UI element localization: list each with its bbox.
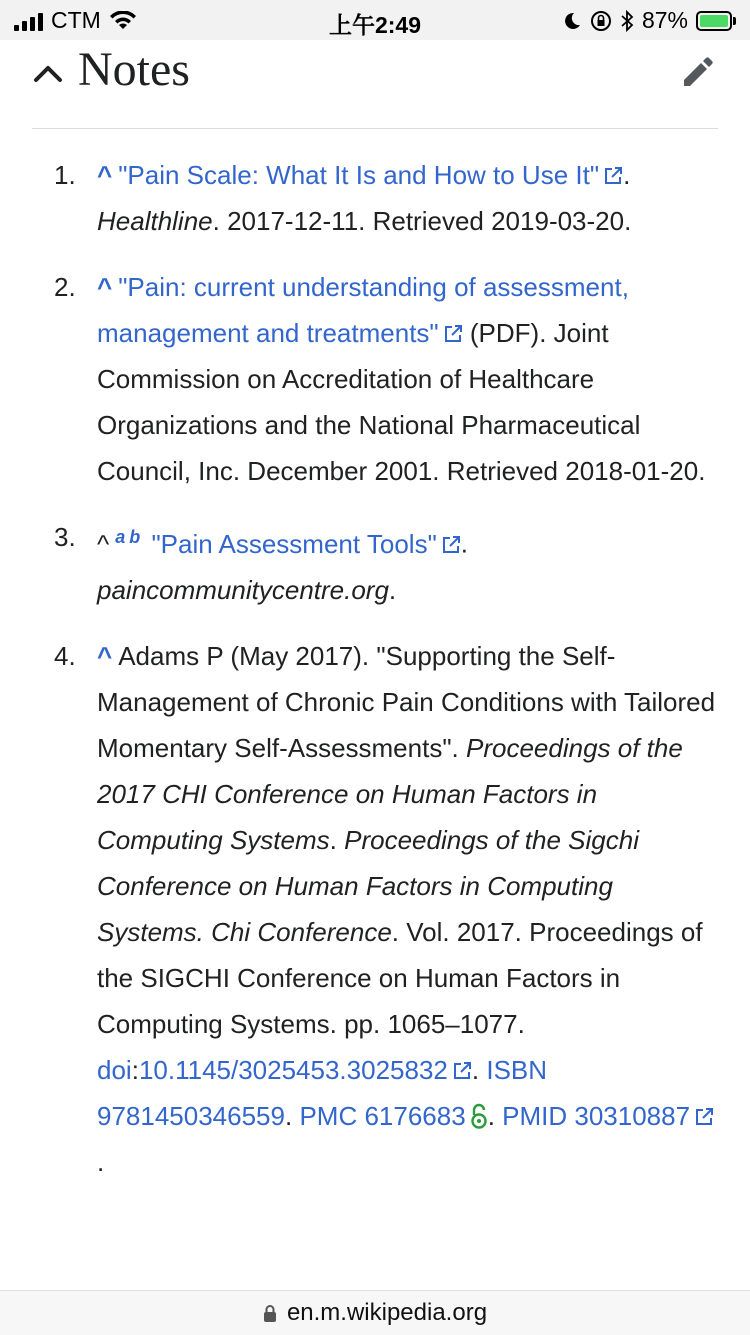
list-item: [0, 264, 750, 494]
pmid-value: PMID 30310887: [502, 1100, 691, 1131]
carrier-label: CTM: [51, 7, 101, 33]
backref-a-link[interactable]: a: [115, 527, 126, 547]
punctuation: .: [284, 1100, 293, 1131]
list-item: [0, 514, 750, 613]
doi-separator: :: [131, 1054, 139, 1085]
list-item: [0, 152, 750, 244]
citation-details: . Vol. 2017. Proceedings of the SIGCHI Conference on Human Factors in Computing Systems. pp. 1065–1077.: [97, 916, 703, 1039]
note-number: 3.: [54, 522, 76, 552]
citation-title: "Pain Scale: What It Is and How to Use It": [118, 160, 600, 190]
citation-link[interactable]: [118, 160, 623, 190]
citation-title: "Pain: current understanding of assessment, management and treatments": [97, 272, 629, 348]
lock-icon: [263, 1304, 277, 1322]
external-link-icon: [603, 166, 623, 186]
moon-icon: [562, 11, 582, 31]
pencil-icon[interactable]: [678, 52, 718, 92]
clock: 上午2:49: [328, 12, 422, 38]
battery-icon: [696, 11, 736, 31]
battery-percent: 87%: [641, 7, 688, 33]
external-link-icon: [452, 1061, 472, 1081]
notes-list: [0, 152, 750, 1205]
external-link-icon: [441, 535, 461, 555]
backref-link[interactable]: ^: [97, 640, 113, 671]
isbn-link[interactable]: ISBN 9781450346559: [97, 1054, 548, 1131]
pmc-value: PMC 6176683: [299, 1100, 466, 1131]
doi-value: 10.1145/3025453.3025832: [138, 1054, 448, 1085]
status-right: [562, 7, 736, 34]
doi-link[interactable]: [139, 1055, 472, 1085]
external-link-icon: [694, 1107, 714, 1127]
citation-details: . 2017-12-11. Retrieved 2019-03-20.: [212, 206, 632, 236]
punctuation: .: [329, 824, 337, 855]
publisher: paincommunitycentre.org: [97, 574, 389, 605]
punctuation: .: [471, 1054, 480, 1085]
punctuation: .: [487, 1100, 495, 1131]
punctuation: .: [97, 1146, 105, 1177]
list-item: [0, 633, 750, 1185]
status-bar: [0, 0, 750, 40]
section-title: Notes: [78, 43, 190, 96]
doi-label-link[interactable]: doi: [97, 1054, 132, 1085]
backref-link[interactable]: ^: [97, 160, 113, 190]
address-bar[interactable]: [0, 1290, 750, 1335]
publisher: Healthline: [97, 206, 213, 236]
pmc-link[interactable]: [299, 1101, 487, 1131]
conference-title: Proceedings of the Sigchi Conference on Human Factors in Computing Systems. Chi Conference: [97, 824, 639, 947]
citation-details: (PDF). Joint Commission on Accreditation of Healthcare Organizations and the National Pharmaceutical Council, Inc. December 2001. Retrieved 2018-01-20.: [97, 318, 706, 486]
punctuation: .: [623, 160, 631, 190]
punctuation: .: [460, 528, 469, 559]
bluetooth-icon: [620, 10, 634, 32]
citation-link[interactable]: [151, 529, 460, 559]
citation-text: Adams P (May 2017). "Supporting the Self-Management of Chronic Pain Conditions with Tailored Momentary Self-Assessments".: [97, 640, 716, 763]
notes-section-header[interactable]: [32, 40, 718, 129]
punctuation: .: [388, 574, 397, 605]
pmid-link[interactable]: [502, 1101, 714, 1131]
url-domain: en.m.wikipedia.org: [286, 1299, 488, 1326]
backref-link[interactable]: ^: [97, 272, 113, 302]
open-access-lock-icon: [470, 1103, 488, 1129]
rotation-lock-icon: [590, 10, 612, 32]
external-link-icon: [443, 324, 463, 344]
chevron-up-icon[interactable]: [32, 58, 64, 90]
note-number: 4.: [54, 640, 76, 671]
backref-caret: ^: [97, 528, 110, 559]
note-number: 2.: [54, 272, 76, 302]
citation-title: "Pain Assessment Tools": [151, 528, 437, 559]
backref-b-link[interactable]: b: [129, 527, 141, 547]
proceedings-title: Proceedings of the 2017 CHI Conference on Human Factors in Computing Systems: [97, 732, 683, 855]
note-number: 1.: [54, 160, 76, 190]
